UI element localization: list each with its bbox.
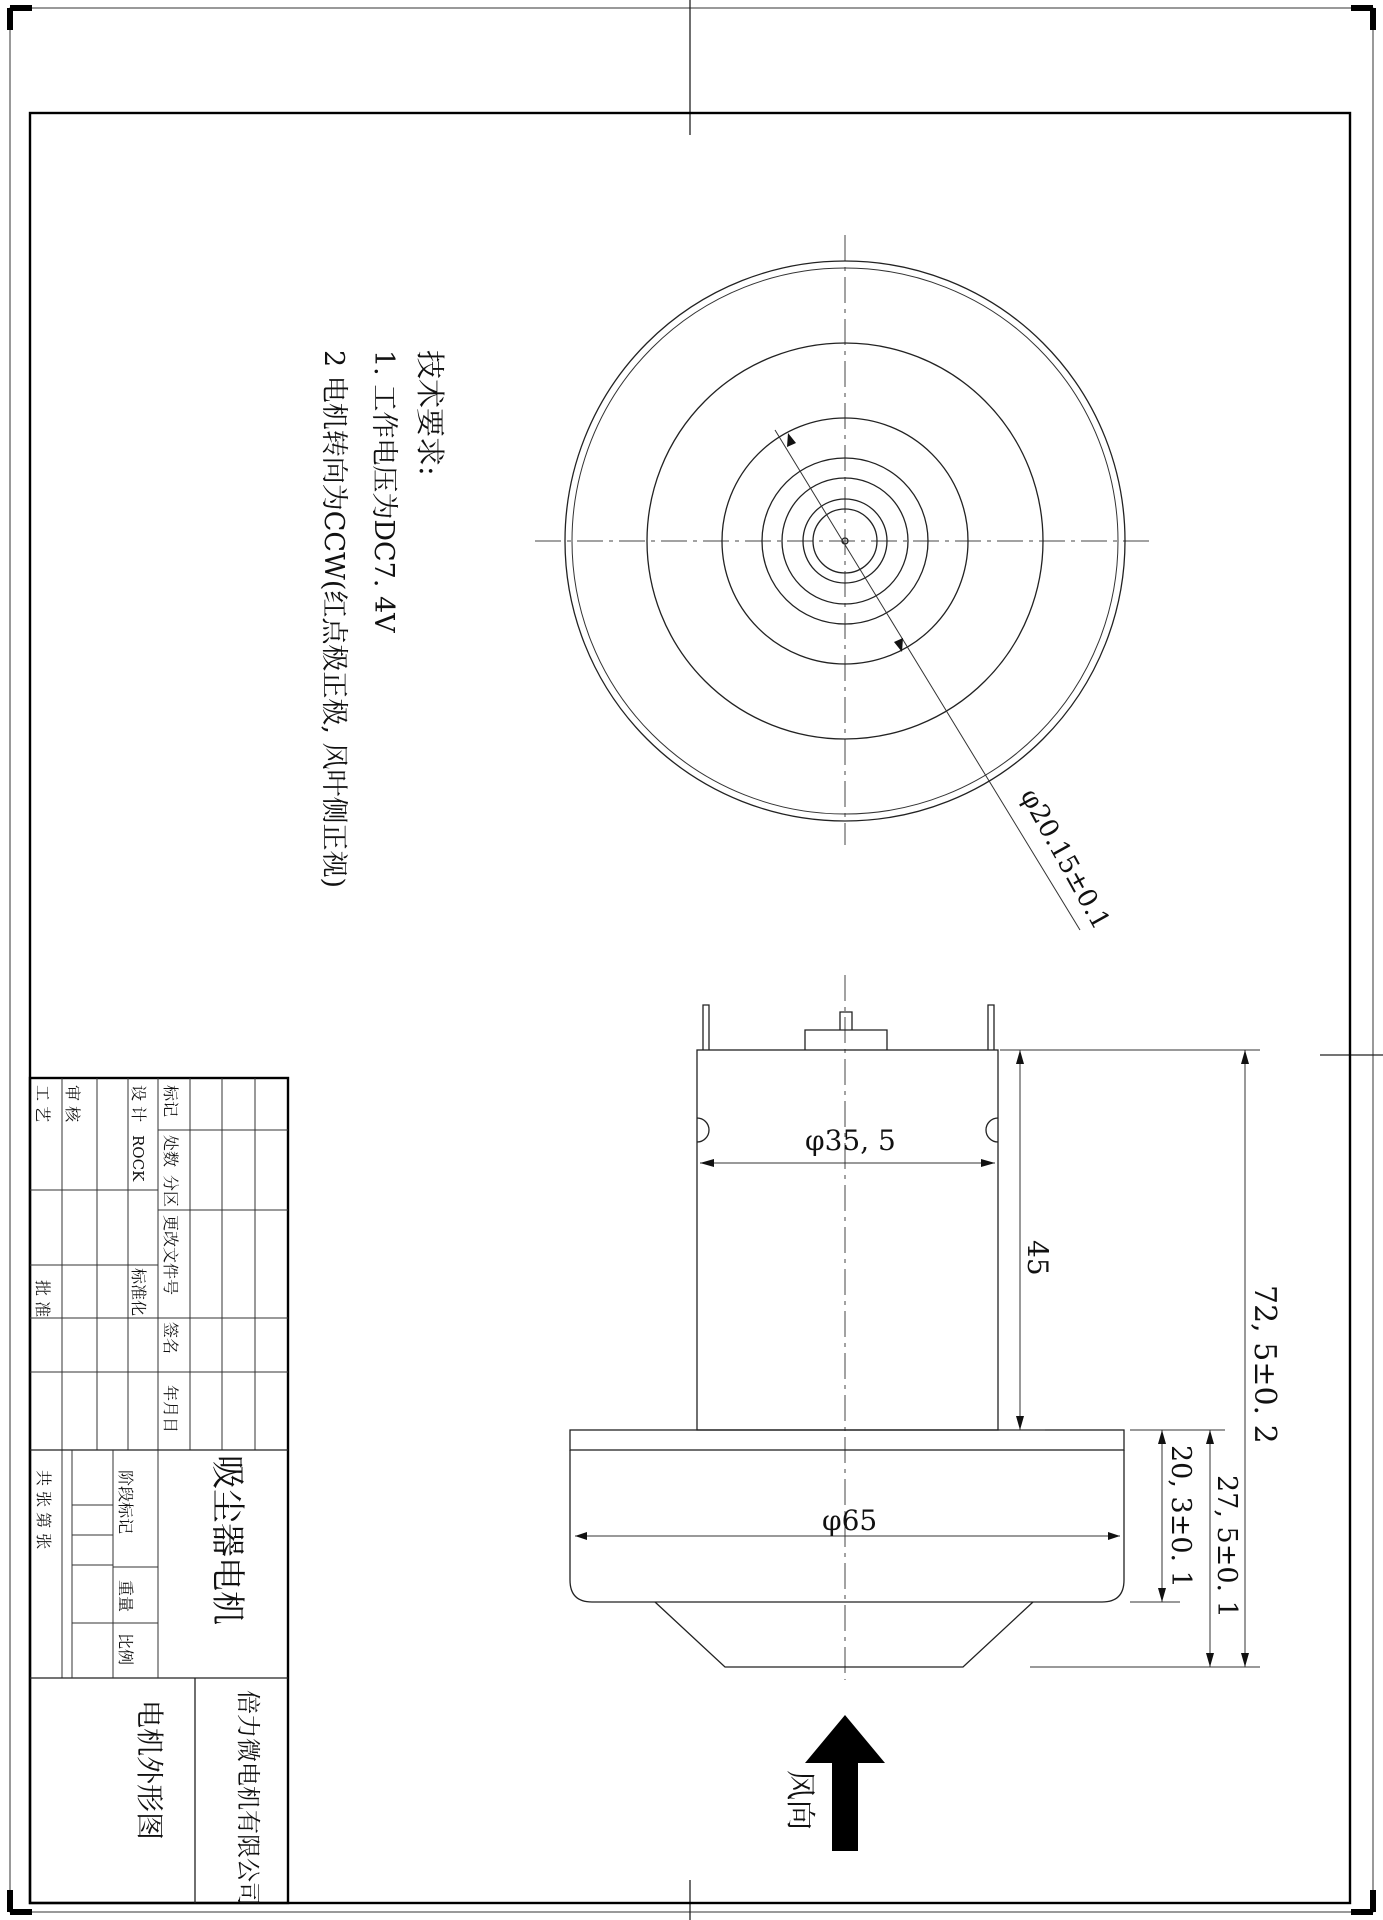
weight-label: 重量 <box>116 1580 135 1613</box>
sheet-count-label: 共 张 第 张 <box>34 1470 53 1550</box>
rev-header-change-doc: 更改文件号 <box>161 1215 180 1296</box>
airflow-indicator <box>782 1715 885 1851</box>
designer-name: ROCK <box>129 1135 147 1182</box>
scale-label: 比例 <box>116 1633 135 1666</box>
sheet-outer-border <box>10 0 1383 1920</box>
notes-heading: 技术要求: <box>413 350 447 476</box>
base-total-height-label: 27, 5±0. 1 <box>1211 1475 1242 1618</box>
motor-top-view <box>535 235 1150 935</box>
rev-header-zone: 分区 <box>161 1175 180 1208</box>
rev-header-count: 处数 <box>161 1135 180 1168</box>
row-approve-label: 批 准 <box>33 1280 52 1318</box>
stage-mark-label: 阶段标记 <box>116 1470 135 1535</box>
notes-item-1: 1. 工作电压为DC7. 4V <box>368 350 399 633</box>
diameter-top-label: φ20.15±0.1 <box>1013 783 1116 935</box>
technical-requirements <box>318 350 447 888</box>
row-standard-label: 标准化 <box>129 1268 148 1317</box>
product-name: 吸尘器电机 <box>207 1455 247 1625</box>
overall-height-label: 72, 5±0. 2 <box>1247 1285 1282 1444</box>
rev-header-date: 年月日 <box>161 1385 180 1434</box>
rev-header-signature: 签名 <box>161 1322 180 1355</box>
airflow-label: 风向 <box>782 1770 817 1830</box>
rev-header-mark: 标记 <box>161 1085 180 1118</box>
row-process-label: 工 艺 <box>33 1085 52 1123</box>
row-design-label: 设 计 <box>129 1085 148 1123</box>
drawing-name: 电机外形图 <box>133 1700 166 1841</box>
notes-item-2: 2 电机转向为CCW(红点极正极, 风叶侧正视) <box>318 350 349 889</box>
motor-side-view <box>570 975 1282 1680</box>
company-name: 倍力微电机有限公司 <box>234 1690 262 1906</box>
body-diameter-label: φ35, 5 <box>805 1124 896 1157</box>
title-block <box>30 1078 288 1906</box>
base-diameter-label: φ65 <box>822 1504 878 1537</box>
row-review-label: 审 核 <box>63 1085 82 1123</box>
base-height-label: 20, 3±0. 1 <box>1165 1445 1196 1588</box>
body-height-label: 45 <box>1021 1240 1054 1276</box>
